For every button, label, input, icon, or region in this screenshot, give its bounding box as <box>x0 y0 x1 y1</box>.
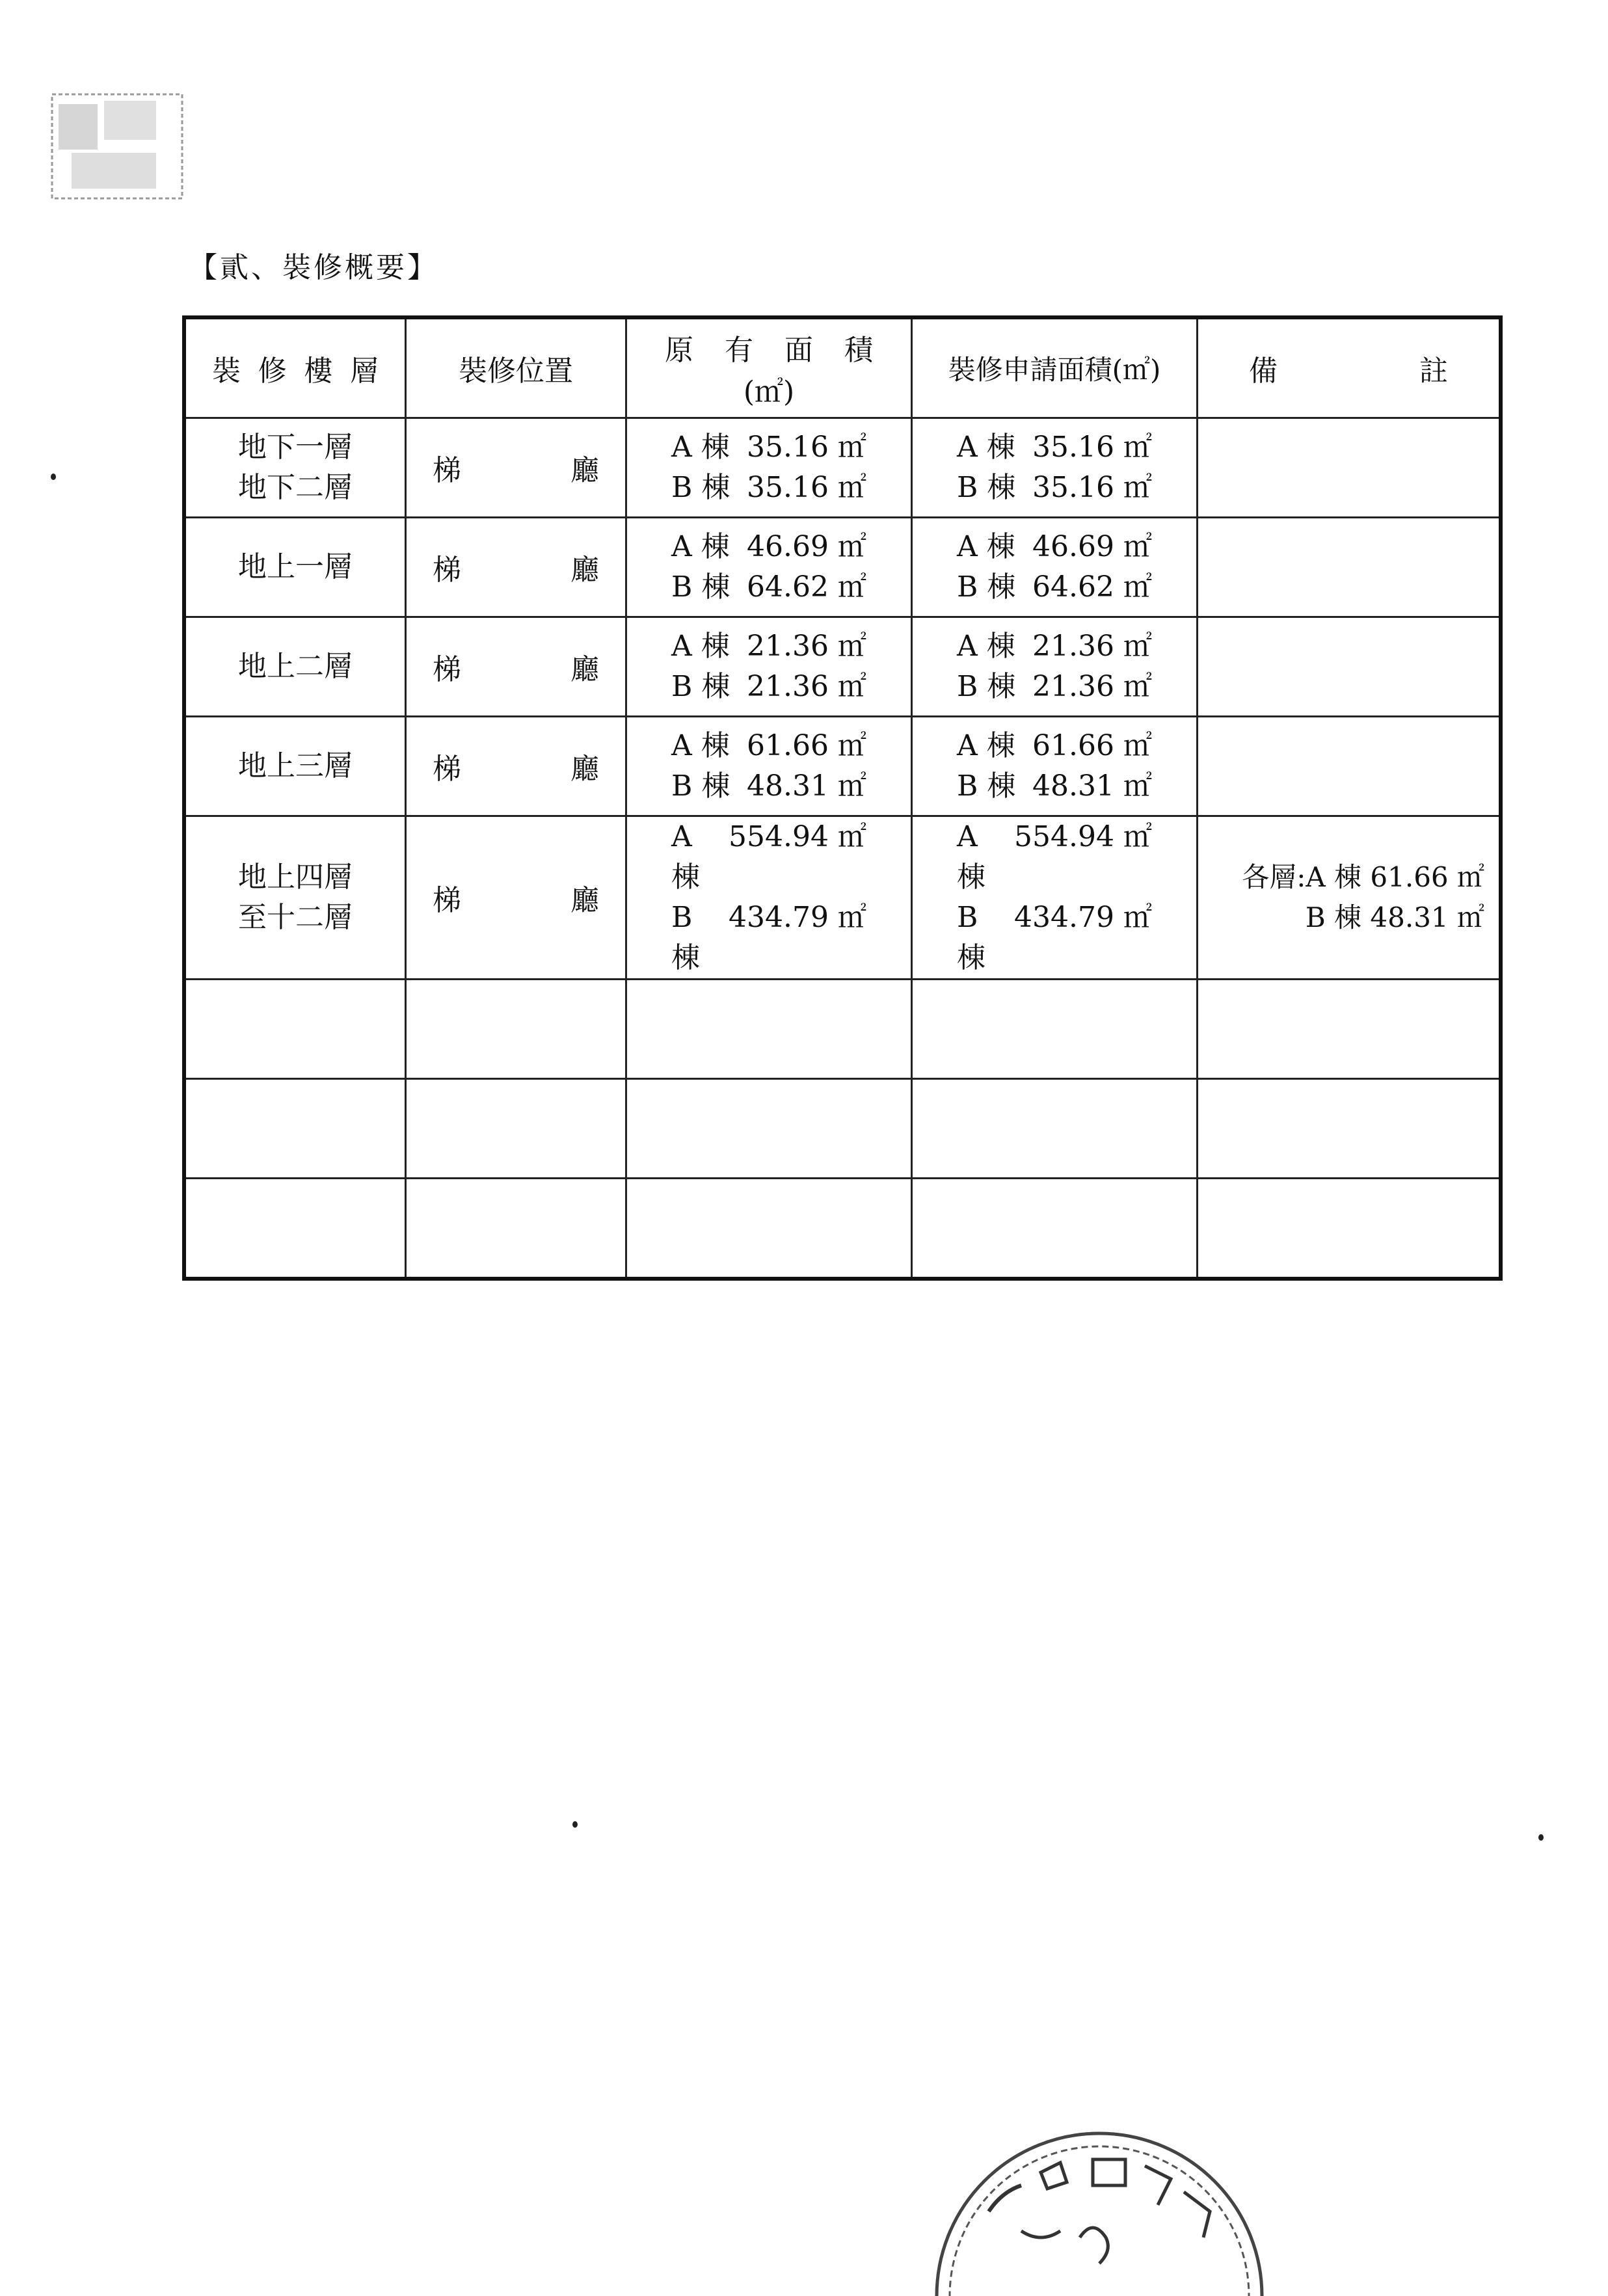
floor-cell: 地上二層 <box>184 617 406 717</box>
original-area-cell: A 棟 35.16 ㎡ B 棟 35.16 ㎡ <box>626 418 912 518</box>
renovation-summary-table <box>182 315 1503 1281</box>
header-original-area: 原 有 面 積 (㎡) <box>626 317 912 418</box>
applied-area-cell: A 棟 35.16 ㎡ B 棟 35.16 ㎡ <box>912 418 1198 518</box>
location-cell: 梯 廳 <box>406 518 626 617</box>
table-row <box>184 418 1501 518</box>
scan-speck <box>51 474 56 480</box>
floor-cell: 地下一層 地下二層 <box>184 418 406 518</box>
location-cell: 梯 廳 <box>406 816 626 980</box>
remark-cell <box>1198 518 1501 617</box>
original-area-cell: A 棟 554.94 ㎡ B 棟 434.79 ㎡ <box>626 816 912 980</box>
official-seal <box>911 2101 1275 2296</box>
empty-row <box>184 980 1501 1079</box>
applied-area-cell: A 棟 61.66 ㎡ B 棟 48.31 ㎡ <box>912 717 1198 816</box>
applied-area-cell: A 棟 46.69 ㎡ B 棟 64.62 ㎡ <box>912 518 1198 617</box>
remark-cell <box>1198 418 1501 518</box>
table-row <box>184 816 1501 980</box>
floor-cell: 地上一層 <box>184 518 406 617</box>
section-title: 【貳、裝修概要】 <box>189 251 438 284</box>
floor-cell: 地上四層 至十二層 <box>184 816 406 980</box>
empty-row <box>184 1179 1501 1279</box>
applied-area-cell: A 棟 554.94 ㎡ B 棟 434.79 ㎡ <box>912 816 1198 980</box>
floor-cell: 地上三層 <box>184 717 406 816</box>
location-cell: 梯 廳 <box>406 617 626 717</box>
table-row <box>184 717 1501 816</box>
original-area-cell: A 棟 21.36 ㎡ B 棟 21.36 ㎡ <box>626 617 912 717</box>
header-remarks: 備 註 <box>1198 317 1501 418</box>
remark-cell <box>1198 717 1501 816</box>
location-cell: 梯 廳 <box>406 418 626 518</box>
scan-speck <box>1538 1834 1544 1841</box>
stamp-topleft <box>46 88 202 218</box>
header-applied-area: 裝修申請面積(㎡) <box>912 317 1198 418</box>
header-location: 裝修位置 <box>406 317 626 418</box>
table-row <box>184 518 1501 617</box>
scan-speck <box>572 1821 578 1828</box>
empty-row <box>184 1079 1501 1179</box>
location-cell: 梯 廳 <box>406 717 626 816</box>
remark-cell <box>1198 617 1501 717</box>
header-floor: 裝 修 樓 層 <box>184 317 406 418</box>
original-area-cell: A 棟 61.66 ㎡ B 棟 48.31 ㎡ <box>626 717 912 816</box>
original-area-cell: A 棟 46.69 ㎡ B 棟 64.62 ㎡ <box>626 518 912 617</box>
remark-cell: 各層:A 棟 61.66 ㎡ B 棟 48.31 ㎡ <box>1198 816 1501 980</box>
table-row <box>184 617 1501 717</box>
table-header-row <box>184 317 1501 418</box>
applied-area-cell: A 棟 21.36 ㎡ B 棟 21.36 ㎡ <box>912 617 1198 717</box>
